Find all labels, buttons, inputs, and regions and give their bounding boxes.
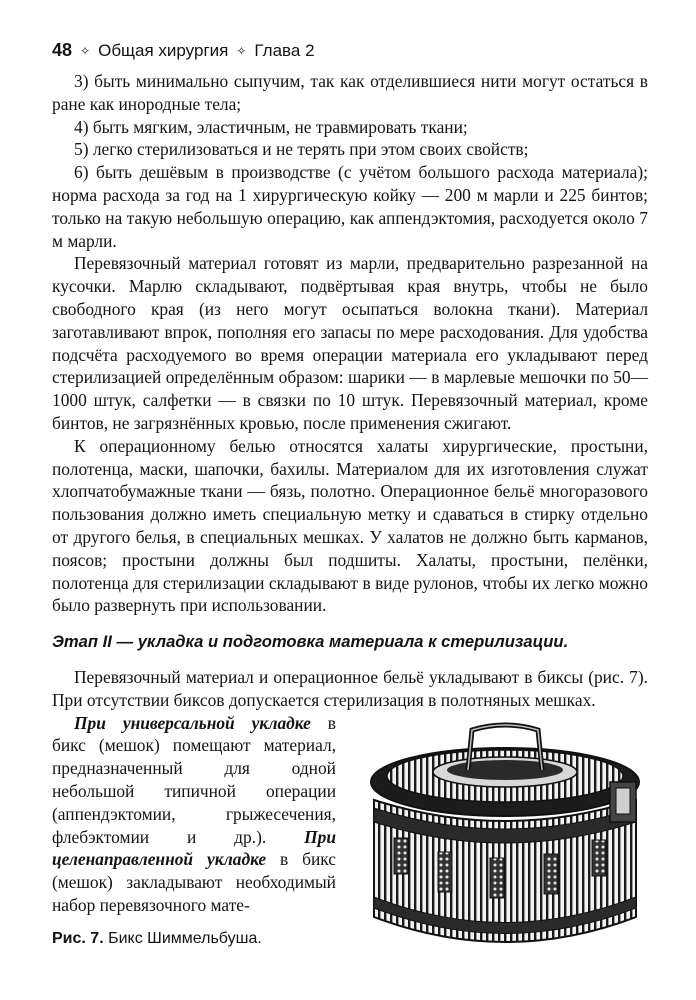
paragraph-text: в бикс (мешок) помещают материал, предназначенный для одной небольшой типичной операции (аппендэктомии, грыжесечения, флебэктомии и др.). <box>52 712 336 847</box>
narrow-column <box>52 712 336 917</box>
diamond-separator-icon: ✧ <box>236 43 247 58</box>
emphasis-term: При целенаправленной укладке <box>52 826 336 870</box>
bix-illustration <box>360 712 650 967</box>
section-title: Общая хирургия <box>98 40 229 60</box>
paragraph: 3) быть минимально сыпучим, так как отделившиеся нити могут остаться в ране как инородные тела; <box>52 71 648 114</box>
paragraph <box>52 712 336 917</box>
diamond-separator-icon: ✧ <box>80 43 91 58</box>
paragraph: 6) быть дешёвым в производстве (с учётом большого расхода материала); норма расхода за год на 1 хирургическую койку — 200 м марли и 225 бинтов; только на такую небольшую операцию, как аппендэктомия, расходуется около 7 м марли. <box>52 162 648 251</box>
page-number: 48 <box>52 40 73 60</box>
paragraph: К операционному белью относятся халаты хирургические, простыни, полотенца, маски, шапочки, бахилы. Материалом для их изготовления служат хлопчатобумажные ткани — бязь, полотно. Операционное бельё многоразового пользования должно иметь специальную метку и сдаваться в стирку отдельно от другого белья, в специальных мешках. У халатов не должно быть карманов, поясов; простыни должны был подшиты. Халаты, простыни, пелёнки, полотенца для стерилизации складывают в виде рулонов, чтобы их легко можно было развернуть при использовании. <box>52 435 648 616</box>
paragraph: 5) легко стерилизоваться и не терять при этом своих свойств; <box>74 139 529 160</box>
running-header <box>52 40 315 61</box>
paragraph-text: в бикс (мешок) закладывают необходимый набор перевязочного мате- <box>52 849 336 915</box>
figure-caption <box>52 930 262 948</box>
paragraph: Перевязочный материал готовят из марли, предварительно разрезанной на кусочки. Марлю складывают, подвёртывая края внутрь, чтобы не было свободного края (из него могут осыпаться волокна ткани). Материал заготавливают впрок, пополняя его запасы по мере расходования. Для удобства подсчёта расходуемого во время операции материала его укладывают перед стерилизацией определённым образом: шарики — в марлевые мешочки по 50—1000 штук, салфетки — в связки по 10 штук. Перевязочный материал, кроме бинтов, не загрязнённых кровью, после применения сжигают. <box>52 253 648 433</box>
paragraph: Перевязочный материал и операционное бельё укладывают в биксы (рис. 7). При отсутствии биксов допускается стерилизация в полотняных мешках. <box>52 666 648 710</box>
caption-label: Рис. 7. <box>52 930 104 947</box>
paragraph: 4) быть мягким, эластичным, не травмировать ткани; <box>74 116 468 137</box>
emphasis-term: При универсальной укладке <box>74 712 311 733</box>
stage-heading: Этап II — укладка и подготовка материала к стерилизации. <box>52 632 569 652</box>
chapter-title: Глава 2 <box>254 40 315 60</box>
caption-text: Бикс Шиммельбуша. <box>103 930 262 947</box>
